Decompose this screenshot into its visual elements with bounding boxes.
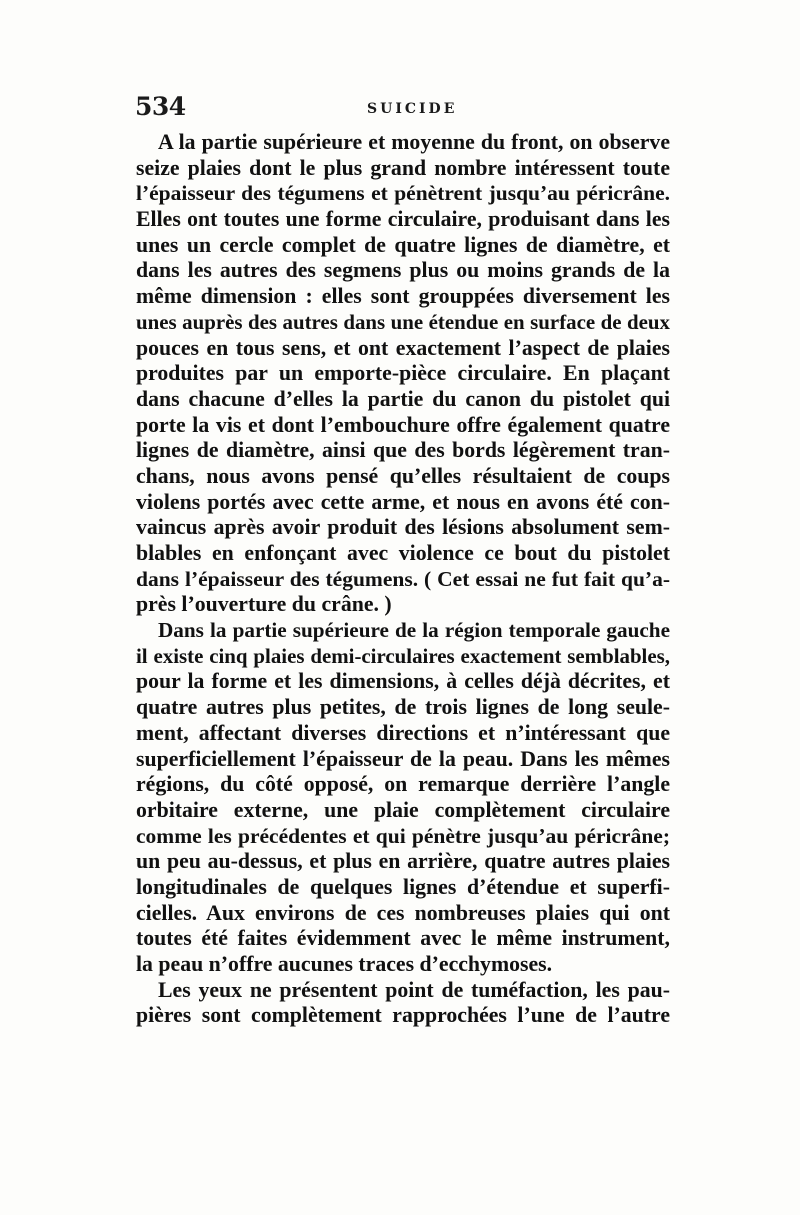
paragraph-1 — [136, 130, 670, 618]
text-line: vaincus après avoir produit des lésions absolument sem- — [136, 515, 670, 540]
text-line: il existe cinq plaies demi-circulaires exactement semblables, — [136, 643, 670, 668]
text-line: même dimension : elles sont grouppées diversement les — [136, 284, 670, 309]
text-line: dans chacune d’elles la partie du canon du pistolet qui — [136, 386, 670, 411]
text-line: longitudinales de quelques lignes d’étendue et superfi- — [136, 874, 670, 899]
text-line: Dans la partie supérieure de la région temporale gauche — [158, 618, 670, 643]
text-line: quatre autres plus petites, de trois lignes de long seule- — [136, 695, 670, 720]
text-line: pières sont complètement rapprochées l’une de l’autre — [136, 1003, 670, 1028]
text-line: porte la vis et dont l’embouchure offre également quatre — [136, 412, 670, 437]
text-line: unes un cercle complet de quatre lignes de diamètre, et — [136, 232, 670, 257]
text-line: Les yeux ne présentent point de tuméfaction, les pau- — [158, 977, 670, 1002]
text-line: comme les précédentes et qui pénètre jusqu’au péricrâne; — [136, 823, 670, 848]
text-line: ment, affectant diverses directions et n’intéressant que — [136, 720, 670, 745]
text-line: violens portés avec cette arme, et nous en avons été con- — [136, 489, 670, 514]
body-text — [136, 130, 670, 1029]
text-line: unes auprès des autres dans une étendue en surface de deux — [136, 309, 670, 334]
paragraph-3 — [136, 978, 670, 1029]
text-line: Elles ont toutes une forme circulaire, produisant dans les — [136, 207, 670, 232]
text-line: dans l’épaisseur des tégumens. ( Cet essai ne fut fait qu’a- — [136, 566, 670, 591]
text-line: pouces en tous sens, et ont exactement l’aspect de plaies — [136, 335, 670, 360]
text-line: produites par un emporte-pièce circulaire. En plaçant — [136, 361, 670, 386]
text-line: cielles. Aux environs de ces nombreuses plaies qui ont — [136, 900, 670, 925]
text-line: seize plaies dont le plus grand nombre intéressent toute — [136, 155, 670, 180]
text-line: toutes été faites évidemment avec le même instrument, — [136, 926, 670, 951]
text-line: près l’ouverture du crâne. ) — [136, 592, 392, 617]
text-line: lignes de diamètre, ainsi que des bords légèrement tran- — [136, 438, 670, 463]
text-line: l’épaisseur des tégumens et pénètrent jusqu’au péricrâne. — [136, 181, 670, 206]
text-line: A la partie supérieure et moyenne du front, on observe — [158, 130, 670, 154]
text-line: régions, du côté opposé, on remarque derrière l’angle — [136, 772, 670, 797]
page-number: 534 — [135, 92, 186, 121]
page-header — [135, 92, 670, 132]
text-line: superficiellement l’épaisseur de la peau. Dans les mêmes — [136, 746, 670, 771]
text-line: pour la forme et les dimensions, à celles déjà décrites, et — [136, 669, 670, 694]
text-line: la peau n’offre aucunes traces d’ecchymoses. — [136, 952, 553, 976]
paragraph-2 — [136, 618, 670, 978]
text-line: chans, nous avons pensé qu’elles résultaient de coups — [136, 463, 670, 488]
text-line: dans les autres des segmens plus ou moins grands de la — [136, 258, 670, 283]
running-head: SUICIDE — [367, 101, 458, 117]
text-line: orbitaire externe, une plaie complètement circulaire — [136, 797, 670, 822]
text-line: blables en enfonçant avec violence ce bout du pistolet — [136, 541, 670, 565]
text-line: un peu au-dessus, et plus en arrière, quatre autres plaies — [136, 849, 670, 874]
